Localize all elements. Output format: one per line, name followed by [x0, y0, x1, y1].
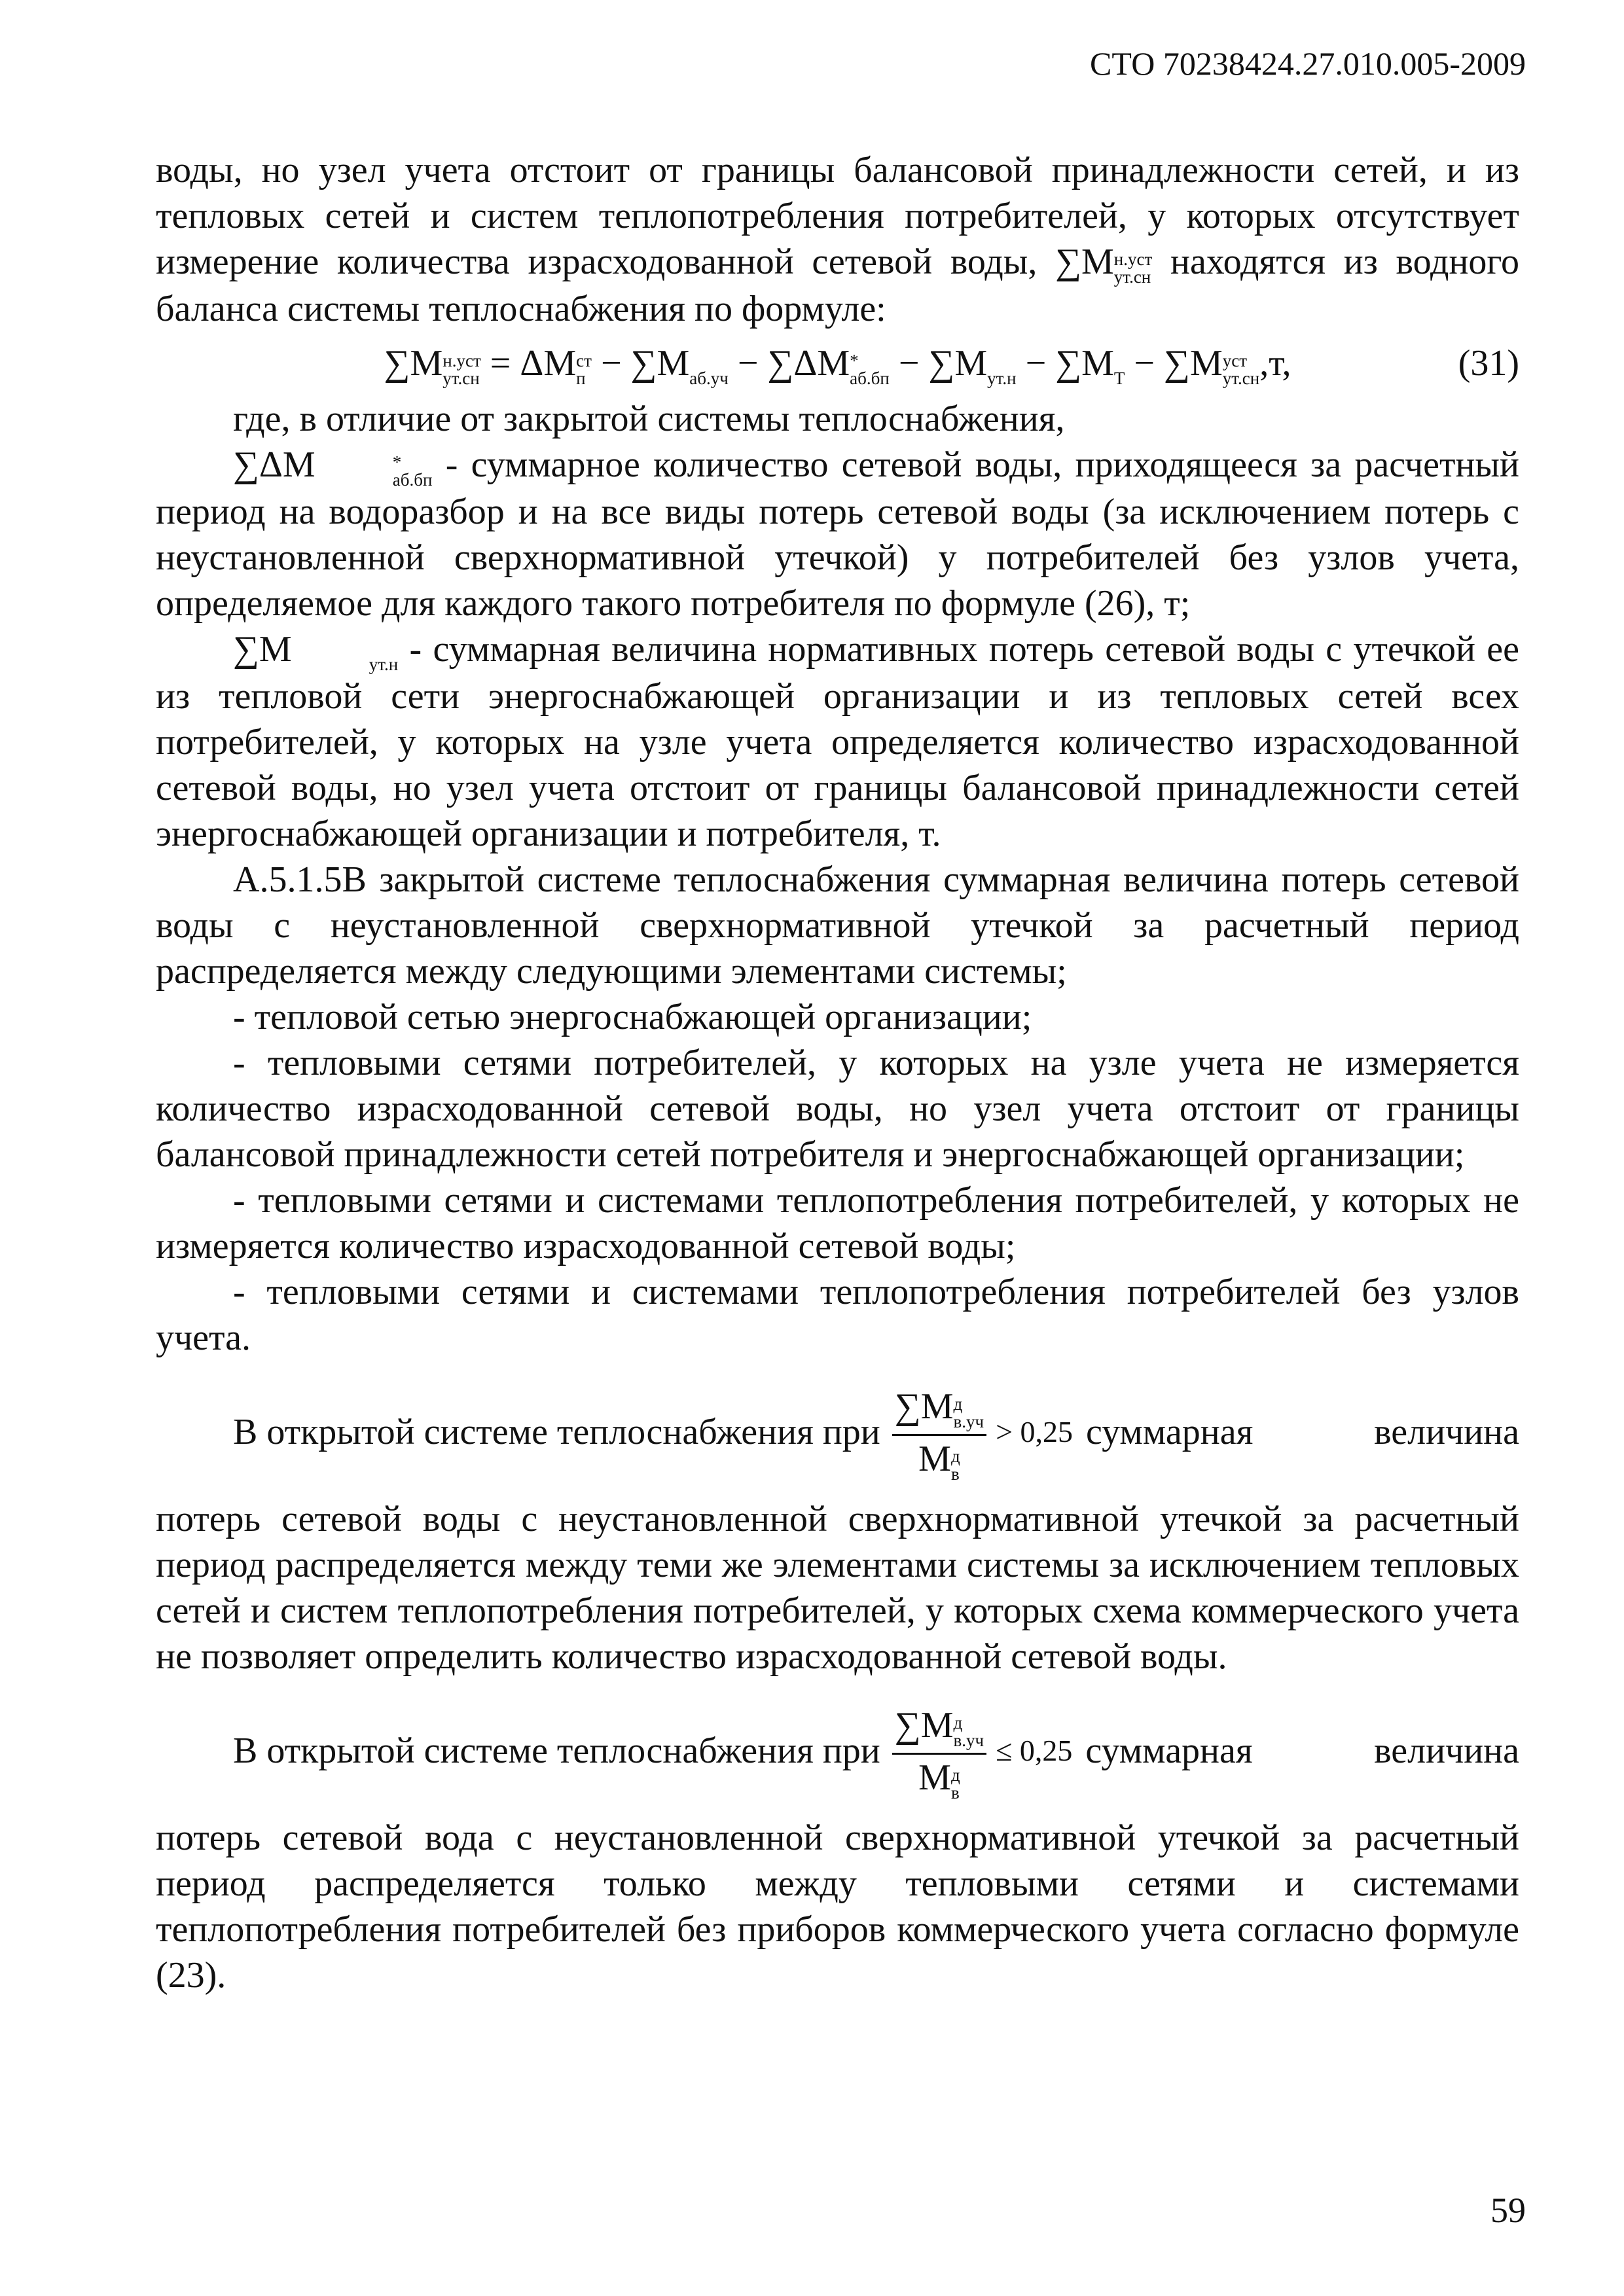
fraction-ratio: ∑M д в.уч M д в: [892, 1380, 986, 1483]
list-item: - тепловой сетью энергоснабжающей организации;: [233, 997, 1032, 1037]
paragraph-intro: [156, 147, 1519, 332]
paragraph-a-5-1-5: А.5.1.5В закрытой системе теплоснабжения суммарная величина потерь сетевой воды с неустановленной сверхнормативной утечкой за расчетный период распределяется между следующими элементами системы;: [156, 859, 1519, 992]
list-item: - тепловыми сетями и системами теплопотребления потребителей без узлов учета.: [156, 1272, 1519, 1358]
definition-sum-m-ut-n: ∑M ут.н - суммарная величина нормативных потерь сетевой воды с утечкой ее из тепловой сети энергоснабжающей организации и из тепловых сетей всех потребителей, у которых на узле учета определяется количество израсходованной сетевой воды, но узел учета отстоит от границы балансовой принадлежности сетей энергоснабжающей организации и потребителя, т.: [156, 629, 1520, 854]
list-item: - тепловыми сетями потребителей, у которых на узле учета не измеряется количество израсходованной сетевой воды, но узел учета отстоит от границы балансовой принадлежности сетей потребителя и энергоснабжающей организации;: [156, 1043, 1519, 1175]
intro-text-b: находятся из водного баланса системы теплоснабжения по формуле:: [156, 242, 1519, 329]
fraction-ratio: ∑M д в.уч M д в: [892, 1699, 986, 1802]
paragraph-open-system-2: потерь сетевой вода с неустановленной сверхнормативной утечкой за расчетный период распределяется только между тепловыми сетями и системами теплопотребления потребителей без приборов коммерческого учета согласно формуле (23).: [156, 1818, 1519, 1996]
formula-number: (31): [1458, 343, 1519, 384]
paragraph-where: где, в отличие от закрытой системы теплоснабжения,: [233, 399, 1065, 439]
intro-text-a: воды, но узел учета отстоит от границы балансовой принадлежности сетей, и из тепловых сетей и систем теплопотребления потребителей, у которых отсутствует измерение количества израсходованной сетевой воды,: [156, 150, 1519, 282]
open-system-condition-1: В открытой системе теплоснабжения при ∑M д в.уч M д в > 0,25 суммарная величина: [156, 1380, 1519, 1483]
document-number: СТО 70238424.27.010.005-2009: [1090, 45, 1526, 82]
document-body: [156, 147, 1519, 1998]
paragraph-open-system-1: потерь сетевой воды с неустановленной сверхнормативной утечкой за расчетный период распределяется между теми же элементами системы за исключением тепловых сетей и систем теплопотребления потребителей, у которых схема коммерческого учета не позволяет определить количество израсходованной сетевой воды.: [156, 1499, 1519, 1677]
symbol-sum-delta-m-ab-bp: ∑ΔM * аб.бп: [233, 444, 433, 490]
list-item: - тепловыми сетями и системами теплопотребления потребителей, у которых не измеряется количество израсходованной сетевой воды;: [156, 1180, 1519, 1266]
open-system-condition-2: В открытой системе теплоснабжения при ∑M д в.уч M д в ≤ 0,25 суммарная величина: [156, 1699, 1519, 1802]
symbol-sum-m-ut-sn: ∑M н.уст ут.сн: [1055, 242, 1153, 287]
symbol-sum-m-ut-n: ∑M ут.н: [233, 629, 399, 674]
definition-sum-delta-m-ab-bp: ∑ΔM * аб.бп - суммарное количество сетевой воды, приходящееся за расчетный период на водоразбор и на все виды потерь сетевой воды (за исключением потерь с неустановленной сверхнормативной утечкой) у потребителей без узлов учета, определяемое для каждого такого потребителя по формуле (26), т;: [156, 444, 1520, 624]
formula-31: ∑M н.уст ут.сн = ΔM ст п − ∑M аб.уч − ∑ΔM * аб.бп − ∑M ут.н − ∑M Т − ∑M уст ут.сн ,т, (31): [156, 334, 1519, 392]
page-number: 59: [1490, 2191, 1526, 2230]
